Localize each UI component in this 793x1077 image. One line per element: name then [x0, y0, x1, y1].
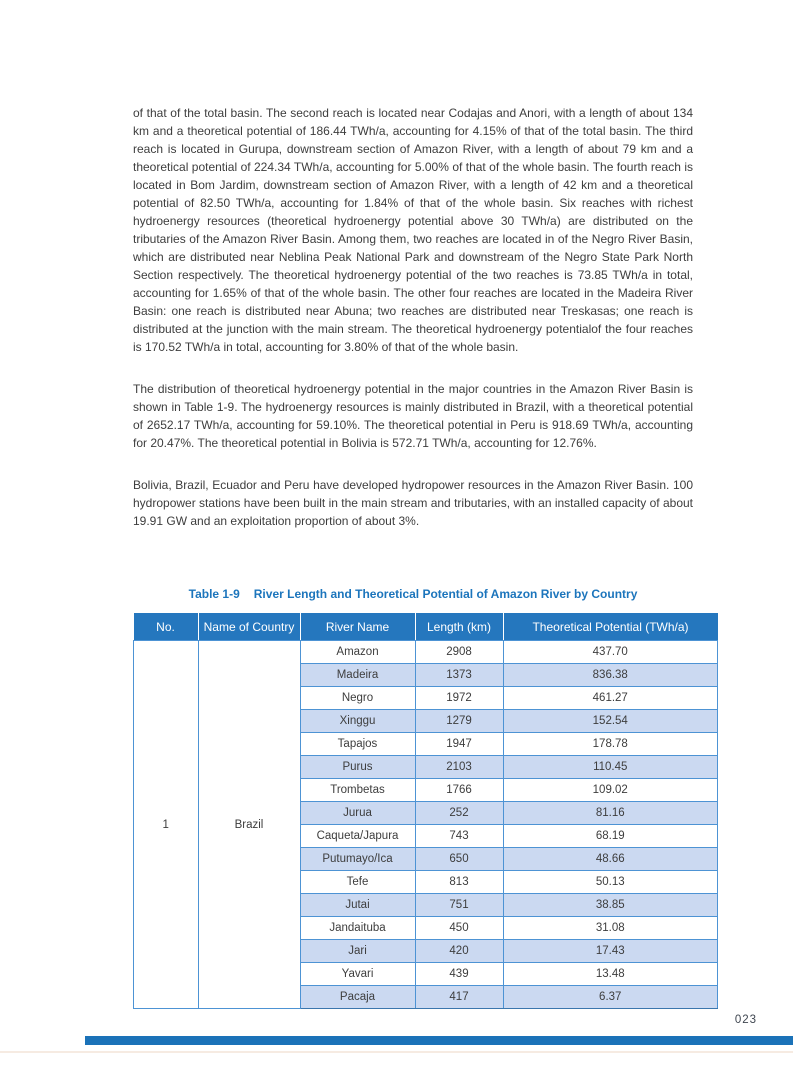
potential-cell: 178.78: [503, 733, 718, 756]
river-name-cell: Tapajos: [300, 733, 415, 756]
river-table-container: [133, 613, 693, 1009]
table-body: [134, 641, 718, 1009]
length-cell: 1279: [415, 710, 503, 733]
footer-bar: [85, 1036, 793, 1045]
column-header: No.: [134, 613, 199, 641]
river-name-cell: Jutai: [300, 894, 415, 917]
length-cell: 751: [415, 894, 503, 917]
table-row: [134, 641, 718, 664]
paragraph-hydropower: Bolivia, Brazil, Ecuador and Peru have developed hydropower resources in the Amazon River Basin. 100 hydropower stations have been built in the main stream and tributaries, with an installed capacity of about 19.91 GW and an exploitation proportion of about 3%.: [133, 478, 693, 528]
length-cell: 1766: [415, 779, 503, 802]
potential-cell: 81.16: [503, 802, 718, 825]
length-cell: 650: [415, 848, 503, 871]
potential-cell: 13.48: [503, 963, 718, 986]
table-head: [134, 613, 718, 641]
potential-cell: 38.85: [503, 894, 718, 917]
table-header-row: [134, 613, 718, 641]
paragraph-reaches: of that of the total basin. The second reach is located near Codajas and Anori, with a length of about 134 km and a theoretical potential of 186.44 TWh/a, accounting for 4.15% of that of the total basin. The third reach is located in Gurupa, downstream section of Amazon River, with a length of about 79 km and a theoretical potential of 224.34 TWh/a, accounting for 5.00% of that of the whole basin. The fourth reach is located in Bom Jardim, downstream section of Amazon River, with a length of 42 km and a theoretical potential of 82.50 TWh/a, accounting for 1.84% of that of the whole basin. Six reaches with richest hydroenergy resources (theoretical hydroenergy potential above 30 TWh/a) are distributed on the tributaries of the Amazon River Basin. Among them, two reaches are located in of the Negro River Basin, which are distributed near Neblina Peak National Park and downstream of the Negro State Park North Section respectively. The theoretical hydroenergy potential of the two reaches is 73.85 TWh/a in total, accounting for 1.65% of that of the whole basin. The other four reaches are located in the Madeira River Basin: one reach is distributed near Abuna; two reaches are distributed near Treskasas; one reach is distributed at the junction with the main stream. The theoretical hydroenergy potentialof the four reaches is 170.52 TWh/a in total, accounting for 3.80% of that of the whole basin.: [133, 106, 693, 354]
length-cell: 417: [415, 986, 503, 1009]
potential-cell: 17.43: [503, 940, 718, 963]
potential-cell: 109.02: [503, 779, 718, 802]
potential-cell: 152.54: [503, 710, 718, 733]
page-number: 023: [734, 1014, 757, 1026]
column-header: Theoretical Potential (TWh/a): [503, 613, 718, 641]
potential-cell: 31.08: [503, 917, 718, 940]
river-name-cell: Tefe: [300, 871, 415, 894]
table-caption-text: River Length and Theoretical Potential of Amazon River by Country: [253, 587, 638, 601]
potential-cell: 68.19: [503, 825, 718, 848]
body-text: [133, 104, 693, 554]
river-name-cell: Trombetas: [300, 779, 415, 802]
column-header: Name of Country: [198, 613, 300, 641]
river-name-cell: Negro: [300, 687, 415, 710]
potential-cell: 836.38: [503, 664, 718, 687]
length-cell: 1972: [415, 687, 503, 710]
length-cell: 2103: [415, 756, 503, 779]
length-cell: 439: [415, 963, 503, 986]
length-cell: 743: [415, 825, 503, 848]
river-name-cell: Amazon: [300, 641, 415, 664]
river-name-cell: Yavari: [300, 963, 415, 986]
river-name-cell: Jari: [300, 940, 415, 963]
table-caption-label: Table 1-9: [188, 587, 240, 601]
column-header: Length (km): [415, 613, 503, 641]
potential-cell: 437.70: [503, 641, 718, 664]
potential-cell: 6.37: [503, 986, 718, 1009]
river-name-cell: Madeira: [300, 664, 415, 687]
length-cell: 450: [415, 917, 503, 940]
potential-cell: 461.27: [503, 687, 718, 710]
potential-cell: 50.13: [503, 871, 718, 894]
table-caption: [133, 587, 693, 601]
country-cell: Brazil: [198, 641, 300, 1009]
length-cell: 2908: [415, 641, 503, 664]
river-name-cell: Pacaja: [300, 986, 415, 1009]
footer-accent-line: [0, 1051, 793, 1053]
potential-cell: 48.66: [503, 848, 718, 871]
river-name-cell: Putumayo/Ica: [300, 848, 415, 871]
length-cell: 1373: [415, 664, 503, 687]
length-cell: 420: [415, 940, 503, 963]
paragraph-distribution: The distribution of theoretical hydroenergy potential in the major countries in the Amazon River Basin is shown in Table 1-9. The hydroenergy resources is mainly distributed in Brazil, with a theoretical potential of 2652.17 TWh/a, accounting for 59.10%. The theoretical potential in Peru is 918.69 TWh/a, accounting for 20.47%. The theoretical potential in Bolivia is 572.71 TWh/a, accounting for 12.76%.: [133, 382, 693, 450]
river-name-cell: Xinggu: [300, 710, 415, 733]
column-header: River Name: [300, 613, 415, 641]
river-name-cell: Jandaituba: [300, 917, 415, 940]
length-cell: 1947: [415, 733, 503, 756]
river-name-cell: Jurua: [300, 802, 415, 825]
potential-cell: 110.45: [503, 756, 718, 779]
river-table: [133, 613, 718, 1009]
river-name-cell: Purus: [300, 756, 415, 779]
length-cell: 813: [415, 871, 503, 894]
length-cell: 252: [415, 802, 503, 825]
river-name-cell: Caqueta/Japura: [300, 825, 415, 848]
group-number-cell: 1: [134, 641, 199, 1009]
